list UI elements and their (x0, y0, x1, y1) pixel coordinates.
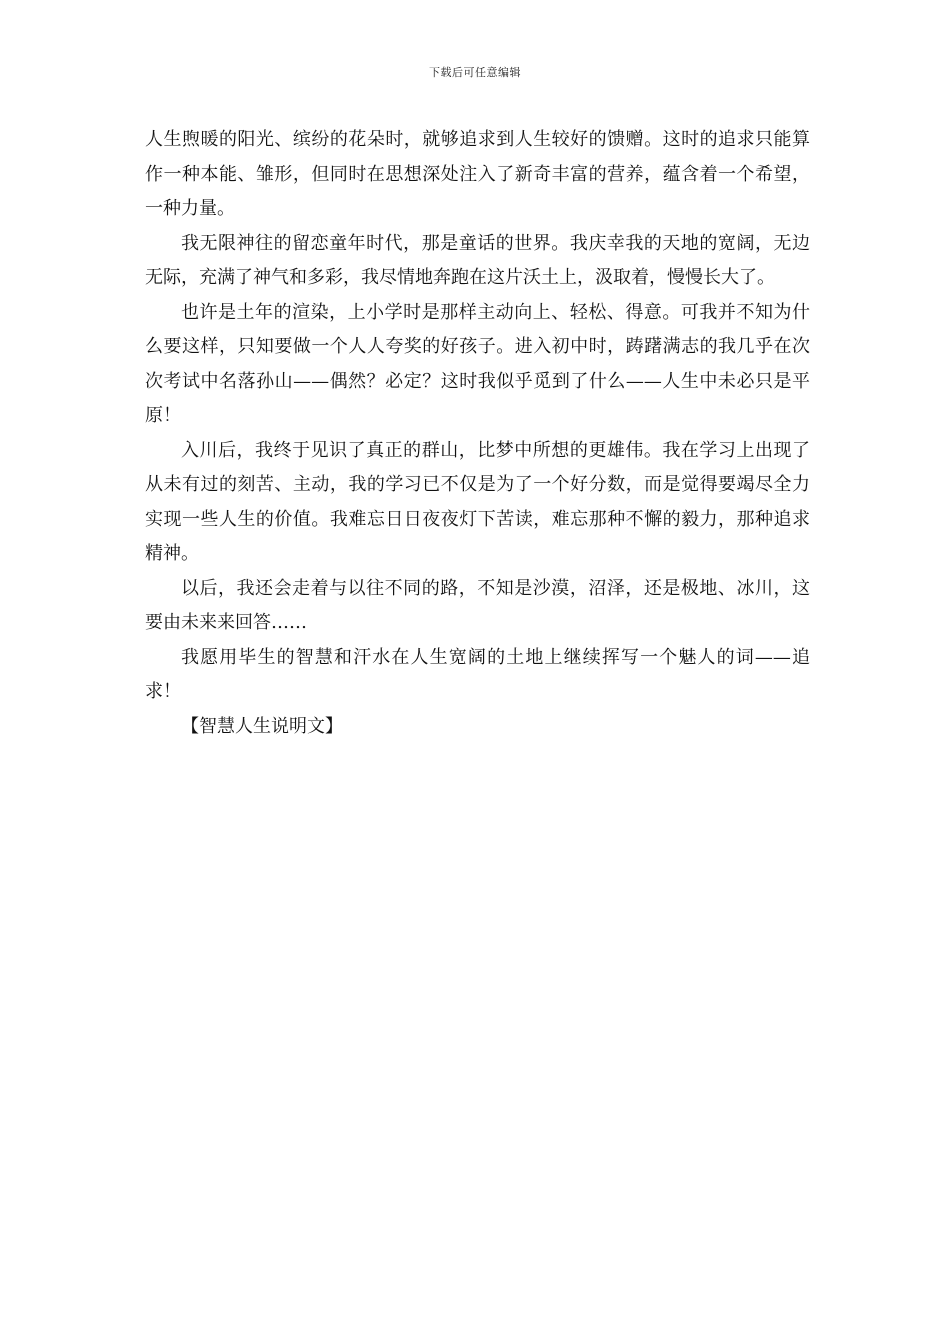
paragraph-5: 以后，我还会走着与以往不同的路，不知是沙漠，沼泽，还是极地、冰川，这要由未来来回答…… (145, 577, 810, 633)
paragraph-3: 也许是土年的渲染，上小学时是那样主动向上、轻松、得意。可我并不知为什么要这样，只知要做一个人人夸奖的好孩子。进入初中时，踌躇满志的我几乎在次次考试中名落孙山——偶然？必定？这时我似乎觅到了什么——人生中未必只是平原！ (145, 301, 810, 426)
section-title-bracketed: 【智慧人生说明文】 (181, 715, 343, 737)
paragraph-4: 入川后，我终于见识了真正的群山，比梦中所想的更雄伟。我在学习上出现了从未有过的刻苦、主动，我的学习已不仅是为了一个好分数，而是觉得要竭尽全力实现一些人生的价值。我难忘日日夜夜灯下苦读，难忘那种不懈的毅力，那种追求精神。 (145, 439, 810, 564)
paragraph-1: 人生煦暖的阳光、缤纷的花朵时，就够追求到人生较好的馈赠。这时的追求只能算作一种本能、雏形，但同时在思想深处注入了新奇丰富的营养，蕴含着一个希望，一种力量。 (145, 129, 810, 219)
paragraph-2: 我无限神往的留恋童年时代，那是童话的世界。我庆幸我的天地的宽阔，无边无际，充满了神气和多彩，我尽情地奔跑在这片沃土上，汲取着，慢慢长大了。 (145, 232, 810, 288)
document-body (145, 123, 810, 744)
page-header: 下载后可任意编辑 (429, 66, 521, 79)
paragraph-6: 我愿用毕生的智慧和汗水在人生宽阔的土地上继续挥写一个魅人的词——追求！ (145, 646, 810, 702)
